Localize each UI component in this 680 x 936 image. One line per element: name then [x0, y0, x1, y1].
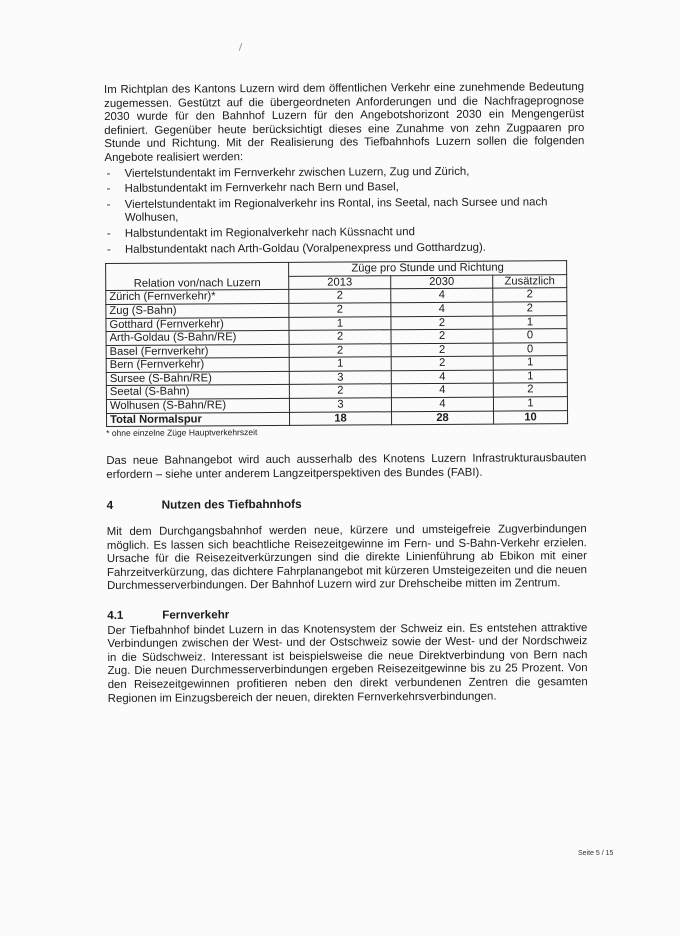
list-item: - Viertelstundentakt im Fernverkehr zwischen Luzern, Zug und Zürich,	[105, 165, 585, 182]
relation-cell: Gotthard (Fernverkehr)	[106, 317, 289, 332]
value-2013-cell: 2	[289, 289, 391, 303]
column-header-2030: 2030	[391, 275, 493, 289]
page-number: Seite 5 / 15	[578, 850, 614, 857]
scan-mark	[239, 43, 243, 51]
total-2013-cell: 18	[290, 411, 392, 425]
offer-list	[105, 165, 586, 257]
relation-cell: Seetal (S-Bahn)	[106, 385, 289, 400]
train-frequency-table	[105, 260, 568, 427]
value-extra-cell: 0	[493, 342, 567, 356]
value-2013-cell: 2	[289, 330, 391, 344]
value-2030-cell: 2	[391, 356, 493, 370]
list-item: - Halbstundentakt im Regionalverkehr nach Küssnacht und	[105, 225, 585, 242]
relation-cell: Zug (S-Bahn)	[106, 303, 289, 318]
value-2030-cell: 4	[391, 384, 493, 398]
group-header: Züge pro Stunde und Richtung	[289, 261, 567, 276]
value-2030-cell: 4	[391, 370, 493, 384]
relation-cell: Sursee (S-Bahn/RE)	[106, 371, 289, 386]
relation-cell: Wolhusen (S-Bahn/RE)	[106, 398, 289, 413]
section-4-1-heading	[107, 606, 587, 623]
value-extra-cell: 1	[493, 370, 567, 384]
value-extra-cell: 2	[493, 383, 567, 397]
value-2013-cell: 2	[289, 384, 391, 398]
value-extra-cell: 2	[493, 302, 567, 316]
value-2030-cell: 4	[391, 288, 493, 302]
value-extra-cell: 1	[493, 356, 567, 370]
value-2013-cell: 2	[289, 343, 391, 357]
value-extra-cell: 1	[493, 397, 567, 411]
list-item: - Halbstundentakt im Fernverkehr nach Bern und Basel,	[105, 180, 585, 197]
total-label-cell: Total Normalspur	[107, 412, 290, 427]
relation-cell: Arth-Goldau (S-Bahn/RE)	[106, 330, 289, 345]
value-2013-cell: 2	[289, 303, 391, 317]
value-extra-cell: 2	[493, 288, 567, 302]
value-2030-cell: 2	[391, 316, 493, 330]
section-title: Fernverkehr	[162, 608, 230, 622]
list-item: - Halbstundentakt nach Arth-Goldau (Voralpenexpress und Gotthardzug).	[105, 241, 585, 258]
table-total-row	[107, 410, 568, 426]
value-extra-cell: 1	[493, 315, 567, 329]
section-title: Nutzen des Tiefbahnhofs	[161, 497, 302, 513]
column-header-2013: 2013	[289, 275, 391, 289]
value-2013-cell: 1	[289, 357, 391, 371]
relation-cell: Zürich (Fernverkehr)*	[106, 290, 289, 305]
value-2030-cell: 4	[391, 302, 493, 316]
table-footnote: * ohne einzelne Züge Hauptverkehrszeit	[106, 427, 258, 439]
intro-paragraph: Im Richtplan des Kantons Luzern wird dem öffentlichen Verkehr eine zunehmende Bedeutung zugemessen. Gestützt auf die übergeordneten Anforderungen und die Nachfrageprognose 2030 wurde für den Bahnhof Luzern für den Angebotshorizont 2030 ein Mengengerüst definiert. Gegenüber heute berücksichtigt dieses eine Zunahme von zehn Zugpaaren pro Stunde und Richtung. Mit der Realisierung des Tiefbahnhofs Luzern sollen die folgenden Angebote realisiert werden:	[104, 81, 585, 164]
value-2013-cell: 3	[289, 398, 391, 412]
column-header-extra: Zusätzlich	[493, 274, 567, 288]
value-2013-cell: 1	[289, 316, 391, 330]
total-2030-cell: 28	[392, 411, 494, 425]
value-extra-cell: 0	[493, 329, 567, 343]
value-2030-cell: 2	[391, 329, 493, 343]
total-extra-cell: 10	[494, 410, 568, 424]
after-table-paragraph: Das neue Bahnangebot wird auch ausserhalb des Knotens Luzern Infrastrukturausbauten erfordern – siehe unter anderem Langzeitperspektiven des Bundes (FABI).	[106, 452, 587, 481]
section-4-1-paragraph: Der Tiefbahnhof bindet Luzern in das Knotensystem der Schweiz ein. Es entstehen attraktive Verbindungen zwischen der West- und der Ostschweiz sowie der West- und der Nordschweiz in die Südschweiz. Interessant ist beispielsweise die neue Direktverbindung von Bern nach Zug. Die neuen Durchmesserverbindungen ergeben Reisezeitgewinne bis zu 25 Prozent. Von den Reisezeitgewinnen profitieren neben den direkt verbundenen Zentren die gesamten Regionen im Einzugsbereich der neuen, direkten Fernverkehrsverbindungen.	[107, 621, 588, 705]
section-4-heading	[107, 496, 587, 513]
relation-cell: Basel (Fernverkehr)	[106, 344, 289, 359]
page-content	[104, 81, 588, 706]
value-2030-cell: 2	[391, 343, 493, 357]
column-header-relation: Relation von/nach Luzern	[106, 263, 289, 291]
section-4-paragraph: Mit dem Durchgangsbahnhof werden neue, kürzere und umsteigefreie Zugverbindungen möglich. Es lassen sich beachtliche Reisezeitgewinne im Fern- und S-Bahn-Verkehr erzielen. Ursache für die Reisezeitverkürzungen sind die direkte Linienführung ab Ebikon mit einer Fahrzeitverkürzung, das dichtere Fahrplanangebot mit kürzeren Umsteigezeiten und die neuen Durchmesserverbindungen. Der Bahnhof Luzern wird zur Drehscheibe mitten im Zentrum.	[106, 523, 588, 593]
relation-cell: Bern (Fernverkehr)	[106, 358, 289, 373]
section-number: 4	[106, 498, 114, 513]
value-2030-cell: 4	[391, 397, 493, 411]
list-item: - Viertelstundentakt im Regionalverkehr ins Rontal, ins Seetal, nach Sursee und nach Wolhusen,	[105, 196, 585, 226]
section-number: 4.1	[107, 608, 124, 622]
value-2013-cell: 3	[289, 371, 391, 385]
